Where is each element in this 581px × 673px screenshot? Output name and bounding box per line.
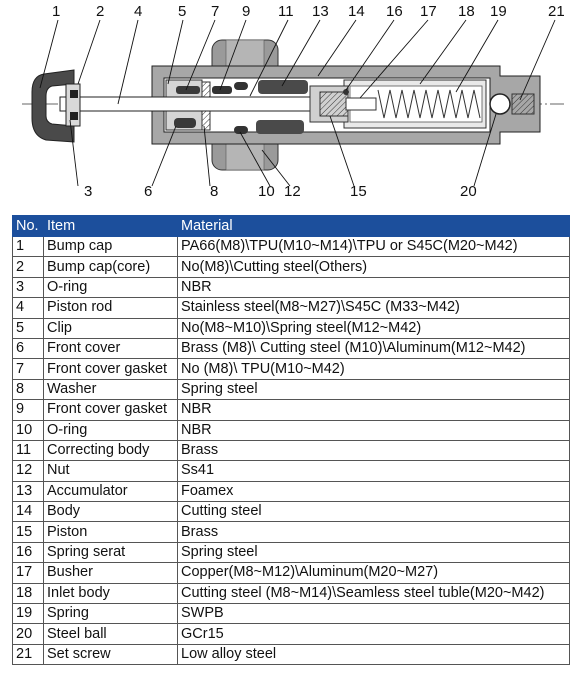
o-ring-3-part — [70, 90, 78, 98]
cell-item: Correcting body — [44, 440, 178, 460]
table-row — [13, 338, 570, 358]
table-row — [13, 298, 570, 318]
cell-material: Foamex — [178, 481, 570, 501]
cell-item: O-ring — [44, 277, 178, 297]
callout-19: 19 — [490, 3, 507, 20]
table-row — [13, 379, 570, 399]
front-cover-gasket-lower — [174, 118, 196, 128]
cell-item: Busher — [44, 563, 178, 583]
callout-17: 17 — [420, 3, 437, 20]
callout-21: 21 — [548, 3, 565, 20]
table-row — [13, 624, 570, 644]
cell-material: SWPB — [178, 604, 570, 624]
cell-material: GCr15 — [178, 624, 570, 644]
table-row — [13, 400, 570, 420]
cell-material: Brass — [178, 522, 570, 542]
cell-no: 18 — [13, 583, 44, 603]
callout-18: 18 — [458, 3, 475, 20]
table-row — [13, 318, 570, 338]
callout-14: 14 — [348, 3, 365, 20]
callout-10: 10 — [258, 183, 275, 200]
table-header-row — [13, 216, 570, 237]
callout-1: 1 — [52, 3, 61, 20]
accumulator-upper — [258, 80, 308, 94]
cell-item: Piston — [44, 522, 178, 542]
cell-item: Spring serat — [44, 542, 178, 562]
busher-part — [346, 98, 376, 110]
cell-no: 13 — [13, 481, 44, 501]
cell-no: 21 — [13, 644, 44, 664]
cell-item: Front cover gasket — [44, 359, 178, 379]
o-ring-3-lower — [70, 112, 78, 120]
table-row — [13, 257, 570, 277]
accumulator-lower — [256, 120, 304, 134]
cell-item: Inlet body — [44, 583, 178, 603]
o-ring-10-lower — [234, 126, 248, 134]
cell-material: No (M8)\ TPU(M10~M42) — [178, 359, 570, 379]
callout-8: 8 — [210, 183, 219, 200]
header-no: No. — [13, 216, 44, 237]
cell-no: 19 — [13, 604, 44, 624]
piston-rod-part — [60, 97, 330, 111]
header-material: Material — [178, 216, 570, 237]
table-row — [13, 359, 570, 379]
cell-material: PA66(M8)\TPU(M10~M14)\TPU or S45C(M20~M42) — [178, 237, 570, 257]
cell-item: Nut — [44, 461, 178, 481]
cell-no: 14 — [13, 502, 44, 522]
table-row — [13, 420, 570, 440]
cell-no: 6 — [13, 338, 44, 358]
callout-16: 16 — [386, 3, 403, 20]
table-row — [13, 583, 570, 603]
cell-no: 2 — [13, 257, 44, 277]
cell-material: Brass (M8)\ Cutting steel (M10)\Aluminum(M12~M42) — [178, 338, 570, 358]
cell-item: Front cover — [44, 338, 178, 358]
o-ring-10-upper — [234, 82, 248, 90]
callout-20: 20 — [460, 183, 477, 200]
table-row — [13, 563, 570, 583]
cell-no: 20 — [13, 624, 44, 644]
cell-material: NBR — [178, 277, 570, 297]
callout-9: 9 — [242, 3, 251, 20]
cell-no: 8 — [13, 379, 44, 399]
piston-core — [320, 92, 348, 116]
table-row — [13, 440, 570, 460]
callout-13: 13 — [312, 3, 329, 20]
cell-material: NBR — [178, 400, 570, 420]
cell-item: Front cover gasket — [44, 400, 178, 420]
callout-2: 2 — [96, 3, 105, 20]
cell-material: NBR — [178, 420, 570, 440]
cell-no: 17 — [13, 563, 44, 583]
cell-no: 5 — [13, 318, 44, 338]
cell-material: Low alloy steel — [178, 644, 570, 664]
cell-material: Copper(M8~M12)\Aluminum(M20~M27) — [178, 563, 570, 583]
cell-item: Spring — [44, 604, 178, 624]
cell-no: 10 — [13, 420, 44, 440]
callout-15: 15 — [350, 183, 367, 200]
cell-item: Accumulator — [44, 481, 178, 501]
table-row — [13, 277, 570, 297]
cell-item: Steel ball — [44, 624, 178, 644]
cell-no: 11 — [13, 440, 44, 460]
callout-12: 12 — [284, 183, 301, 200]
cell-item: Clip — [44, 318, 178, 338]
callout-11: 11 — [278, 3, 294, 20]
cell-no: 12 — [13, 461, 44, 481]
front-cover-gasket-upper — [176, 86, 200, 94]
front-cover-gasket-9 — [212, 86, 232, 94]
cell-material: Cutting steel (M8~M14)\Seamless steel tuble(M20~M42) — [178, 583, 570, 603]
callout-4: 4 — [134, 3, 143, 20]
set-screw-part — [512, 94, 534, 114]
cell-item: Washer — [44, 379, 178, 399]
shock-absorber-cross-section-diagram — [0, 0, 581, 206]
cell-item: Set screw — [44, 644, 178, 664]
cell-no: 1 — [13, 237, 44, 257]
header-item: Item — [44, 216, 178, 237]
cell-material: Stainless steel(M8~M27)\S45C (M33~M42) — [178, 298, 570, 318]
cell-item: O-ring — [44, 420, 178, 440]
cell-material: Spring steel — [178, 542, 570, 562]
cell-item: Bump cap(core) — [44, 257, 178, 277]
cell-material: Cutting steel — [178, 502, 570, 522]
table-row — [13, 461, 570, 481]
cell-material: Spring steel — [178, 379, 570, 399]
cell-no: 7 — [13, 359, 44, 379]
table-row — [13, 522, 570, 542]
cell-item: Body — [44, 502, 178, 522]
cell-item: Piston rod — [44, 298, 178, 318]
table-row — [13, 604, 570, 624]
cell-no: 4 — [13, 298, 44, 318]
cell-no: 3 — [13, 277, 44, 297]
cell-material: No(M8)\Cutting steel(Others) — [178, 257, 570, 277]
cell-no: 15 — [13, 522, 44, 542]
table-row — [13, 237, 570, 257]
cell-no: 16 — [13, 542, 44, 562]
table-row — [13, 542, 570, 562]
steel-ball-part — [490, 94, 510, 114]
callout-5: 5 — [178, 3, 187, 20]
callout-7: 7 — [211, 3, 220, 20]
cell-no: 9 — [13, 400, 44, 420]
table-row — [13, 502, 570, 522]
cell-material: Brass — [178, 440, 570, 460]
cell-material: No(M8~M10)\Spring steel(M12~M42) — [178, 318, 570, 338]
table-body — [13, 237, 570, 665]
parts-material-table — [12, 215, 570, 665]
table-row — [13, 481, 570, 501]
table-row — [13, 644, 570, 664]
callout-6: 6 — [144, 183, 153, 200]
cell-item: Bump cap — [44, 237, 178, 257]
callout-3: 3 — [84, 183, 93, 200]
cell-material: Ss41 — [178, 461, 570, 481]
